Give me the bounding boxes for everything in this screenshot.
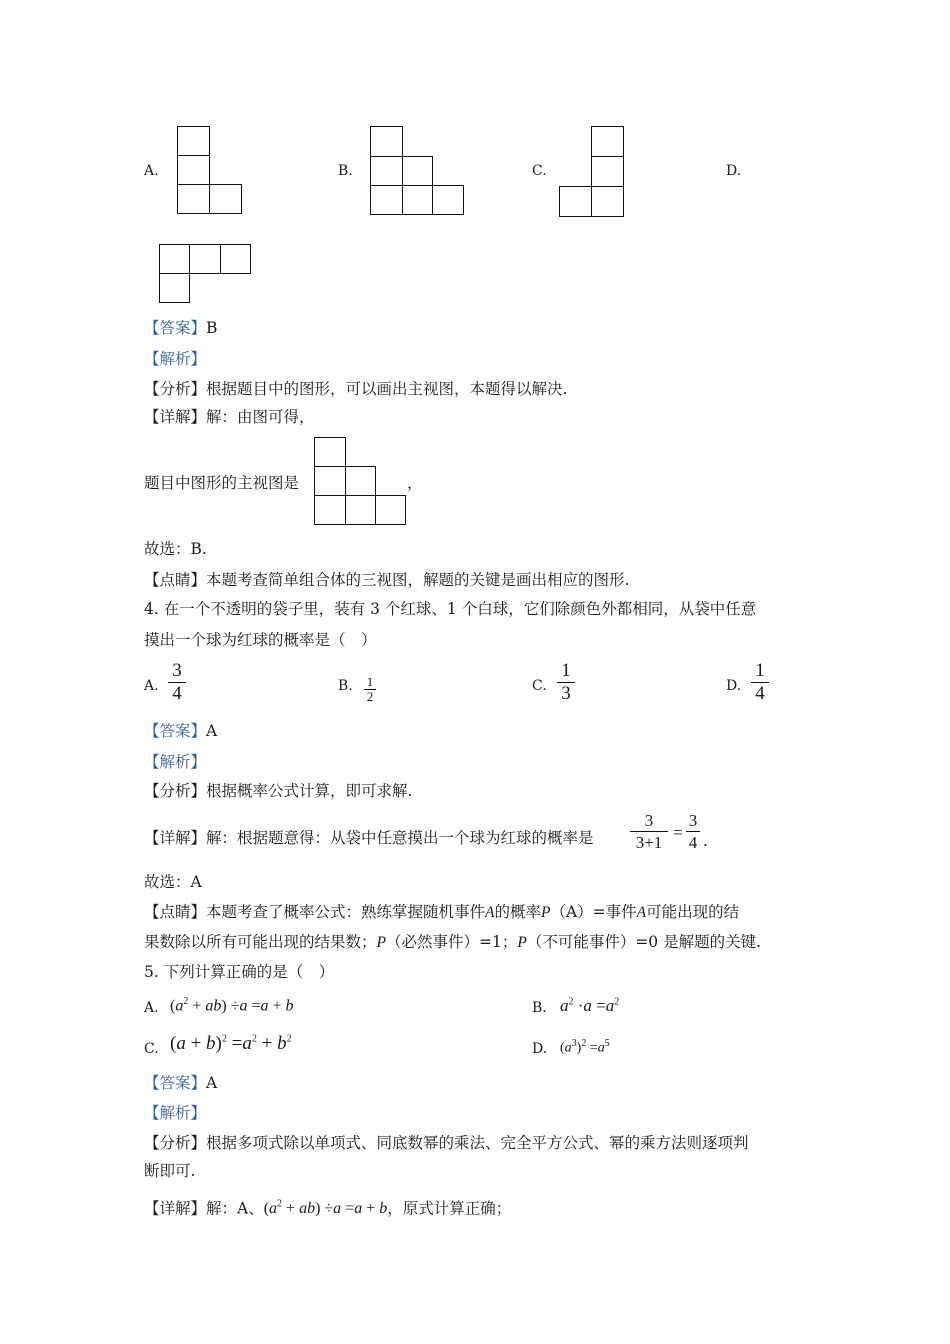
q4-xiangjie-fraction-1: 3 3+1 [630, 810, 668, 853]
q5-analysis-tag: 【解析】 [144, 1104, 207, 1122]
q4-option-b-label: B. [338, 678, 353, 694]
q5-option-a-label: A. [144, 1000, 159, 1016]
q4-choose: 故选：A [144, 873, 202, 891]
q5-option-c-formula: $(a + b)^2 =a^2 + b^2$ [170, 1033, 292, 1054]
q3-option-c-label: C. [532, 163, 547, 179]
q4-stem-line1: 4. 在一个不透明的袋子里，装有 3 个红球、1 个白球，它们除颜色外都相同，从袋中任意 [144, 600, 757, 618]
q4-option-c-label: C. [532, 678, 547, 694]
q4-option-a-fraction: 3 4 [168, 660, 186, 705]
q4-equals: = [673, 823, 683, 842]
q4-dianjing-line1: 【点睛】本题考查了概率公式：熟练掌握随机事件A的概率P（A）=事件A可能出现的结 [144, 903, 740, 921]
q5-fenxi-line1: 【分析】根据多项式除以单项式、同底数幂的乘法、完全平方公式、幂的乘方法则逐项判 [144, 1134, 749, 1152]
q4-fenxi: 【分析】根据概率公式计算，即可求解. [144, 782, 413, 800]
q4-option-a-label: A. [144, 678, 159, 694]
q4-option-d-label: D. [726, 678, 742, 694]
q3-option-a-label: A. [144, 163, 159, 179]
q3-choose: 故选：B. [144, 540, 207, 558]
q5-stem: 5. 下列计算正确的是（ ） [144, 963, 335, 981]
q3-dianjing: 【点睛】本题考查简单组合体的三视图，解题的关键是画出相应的图形. [144, 571, 630, 589]
q4-analysis-tag: 【解析】 [144, 753, 207, 771]
q4-option-c-fraction: 1 3 [557, 660, 575, 705]
q5-fenxi-line2: 断即可. [144, 1162, 196, 1180]
q3-option-d-label: D. [726, 163, 742, 179]
q5-option-d-label: D. [532, 1041, 548, 1057]
q3-answer: 【答案】B [144, 319, 218, 337]
q3-fenxi: 【分析】根据题目中的图形，可以画出主视图，本题得以解决. [144, 380, 568, 398]
q5-option-b-label: B. [532, 1000, 547, 1016]
q4-answer: 【答案】A [144, 722, 218, 740]
q5-option-b-formula: $a^2 \cdot a =a^2$ [560, 996, 620, 1015]
q4-option-b-fraction: 1 2 [364, 675, 376, 704]
q4-option-d-fraction: 1 4 [751, 660, 769, 705]
q4-dianjing-line2: 果数除以所有可能出现的结果数；P（必然事件）=1；P（不可能事件）=0 是解题的关键. [144, 933, 762, 951]
q3-comma: ， [407, 474, 423, 492]
q4-xiangjie-fraction-2: 3 4 [686, 810, 700, 853]
q5-xiangjie: 【详解】解：A、$(a^2 + ab) \div a =a + b$，原式计算正确； [144, 1199, 512, 1218]
q3-view-text: 题目中图形的主视图是 [144, 474, 300, 492]
q5-option-d-formula: $(a^3)^2 =a^5$ [560, 1038, 610, 1056]
q3-xiangjie: 【详解】解：由图可得， [144, 408, 315, 426]
q4-stem-line2: 摸出一个球为红球的概率是（ ） [144, 631, 377, 649]
q5-option-c-label: C. [144, 1041, 159, 1057]
q4-period: . [703, 832, 708, 850]
q5-xiangjie-formula: $(a^2 + ab) \div a =a + b$ [263, 1199, 388, 1218]
q4-xiangjie: 【详解】解：根据题意得：从袋中任意摸出一个球为红球的概率是 [144, 829, 594, 847]
q3-analysis-tag: 【解析】 [144, 350, 207, 368]
q5-option-a-formula: $(a^2 + ab) \div a =a + b$ [170, 996, 294, 1015]
q3-option-b-label: B. [338, 163, 353, 179]
q5-answer: 【答案】A [144, 1074, 218, 1092]
